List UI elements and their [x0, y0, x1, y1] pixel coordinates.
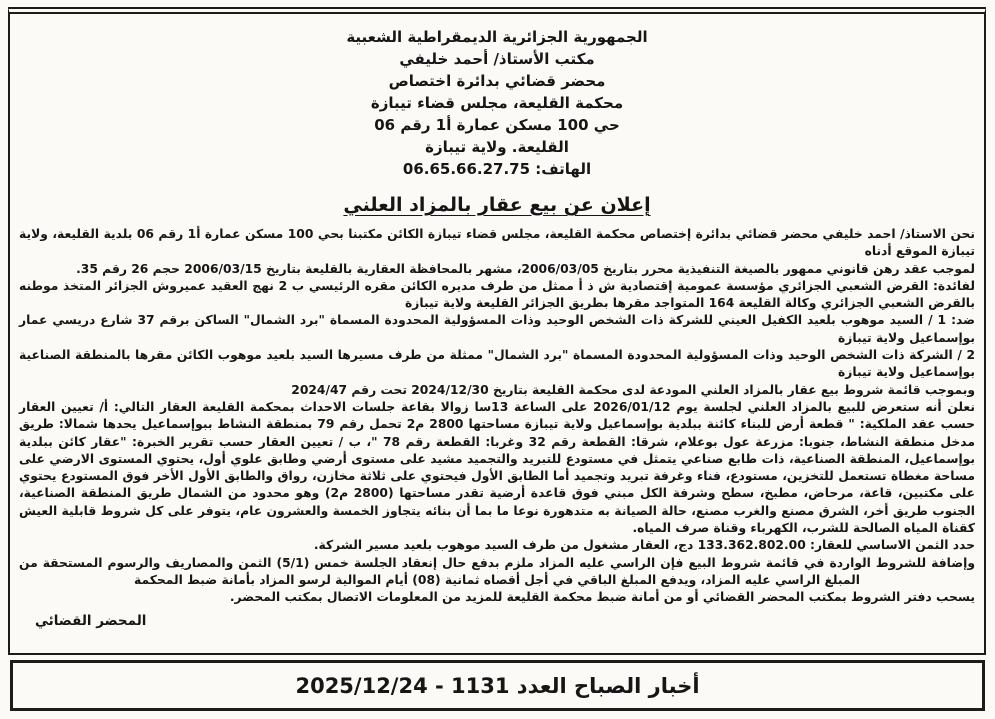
header-line: الهاتف: 06.65.66.27.75 — [402, 160, 592, 178]
notice-document — [8, 7, 986, 655]
body-paragraph: 2 / الشركة ذات الشخص الوحيد وذات المسؤولية المحدودة المسماة "برد الشمال" ممثلة من طرف مسيرها السيد بلعيد موهوب الكائن مقرها بالمنطقة الصناعية بوإسماعيل ولاية تيبازة — [19, 348, 975, 380]
notice-body — [19, 226, 975, 607]
body-paragraph: نعلن أنه ستعرض للبيع بالمزاد العلني لجلسة يوم 2026/01/12 على الساعة 13سا زوالا بقاعة جلسات الاحداث بمحكمة القليعة العقار التالي: أ/ تعيين العقار حسب عقد الملكية: " قطعة أرض للبناء كائنة ببلدية بوإسماعيل ولاية تيبازة مساحتها 2800 م2 تحمل رقم 79 بمنطقة النشاط ببوإسماعيل يحدها شمالا: طريق مدخل منطقة النشاط، جنوبا: مزرعة عول بوعلام، شرقا: القطعة رقم 32 وغربا: القطعة رقم 78 "، ب / تعيين العقار حسب تقرير الخبرة: "عقار كائن ببلدية بوإسماعيل، المنطقة الصناعية، ذات طابع صناعي يتمثل في مستودع للتبريد والتجميد مشيد على مستوى أرضي وطابق علوي أول، يحتوي المستوى الارضي على مساحة مغطاة تستعمل للتخزين، مستودع، فناء وغرفة تبريد وتجميد أما الطابق الأول فيحتوي على ثلاثة مخازن، رواق والطابق الأول الأخر فوق المستودع يحتوي على مكتبين، قاعة، مرحاض، مطبخ، سطح وشرفة الكل مبني فوق قاعدة أرضية تقدر مساحتها (2800 م2) وهو محدود من الشمال طريق المنطقة الصناعية، الجنوب طريق أخر، الشرق مصنع والغرب مصنع، حالة الصيانة به متدهورة نوعا ما بما أن بنائه يتجاوز الخمسة والعشرون عام، يتوفر على كل شروط قابلية العيش كقناة المياه الصالحة للشرب، الكهرباء وقناة صرف المياه. — [19, 399, 975, 536]
body-paragraph: لموجب عقد رهن قانوني ممهور بالصيغة التنفيذية محرر بتاريخ 2006/03/05، مشهر بالمحافظة العقارية بالقليعة بتاريخ 2006/03/15 حجم 26 رقم 35. — [76, 261, 975, 276]
header-line: محضر قضائي بدائرة اختصاص — [388, 72, 606, 90]
header-line: حي 100 مسكن عمارة أ1 رقم 06 — [374, 116, 620, 134]
newspaper-footer-text: أخبار الصباح العدد 1131 - 2025/12/24 — [295, 673, 700, 698]
header-line: مكتب الأستاذ/ أحمد خليفي — [399, 50, 595, 68]
notice-title-text: إعلان عن بيع عقار بالمزاد العلني — [343, 194, 651, 216]
body-paragraph: لفائدة: القرض الشعبي الجزائري مؤسسة عمومية إقتصادية ش ذ أ ممثل من طرف مديره الكائن مقره الرئيسي ب 2 نهج العقيد عميروش الجزائر المتخذ موطنه بالقرض الشعبي الجزائري وكالة القليعة 164 المتواجد مقرها بطريق الجزائر القليعة ولاية تيبازة — [19, 278, 975, 311]
header-line: محكمة القليعة، مجلس قضاء تيبازة — [370, 94, 624, 112]
header-line: القليعة. ولاية تيبازة — [425, 138, 569, 156]
body-paragraph: نحن الاستاذ/ احمد خليفي محضر قضائي بدائرة إختصاص محكمة القليعة، مجلس قضاء تيبازة الكائن مكتبنا بحي 100 مسكن عمارة أ1 رقم 06 بلدية القليعة، ولاية تيبازة الموقع أدناه — [19, 227, 975, 259]
body-paragraph: وبموجب قائمة شروط بيع عقار بالمزاد العلني المودعة لدى محكمة القليعة بتاريخ 2024/12/30 تحت رقم 2024/47 — [291, 382, 975, 397]
body-paragraph: وإضافة للشروط الواردة في قائمة شروط البيع فإن الراسي عليه المزاد ملزم بدفع حال إنعقاد الجلسة خمس (5/1) الثمن والمصاريف والرسوم المستحقة من المبلغ الراسي عليه المزاد، ويدفع المبلغ الباقي في أجل أقصاه ثمانية (08) أيام الموالية لرسو المزاد بأمانة ضبط المحكمة — [19, 555, 975, 587]
body-paragraph: حدد الثمن الاساسي للعقار: 133.362.802.00 دج، العقار مشغول من طرف السيد موهوب بلعيد مسير الشركة. — [313, 538, 975, 553]
notice-title — [19, 194, 975, 216]
office-header — [19, 26, 975, 180]
newspaper-footer — [10, 660, 985, 711]
bailiff-signature: المحضر القضائي — [35, 612, 147, 629]
body-paragraph: يسحب دفتر الشروط بمكتب المحضر القضائي أو من أمانة ضبط محكمة القليعة للمزيد من المعلومات الاتصال بمكتب المحضر. — [229, 590, 975, 605]
header-line: الجمهورية الجزائرية الديمقراطية الشعبية — [346, 28, 648, 46]
body-paragraph: ضد: 1 / السيد موهوب بلعيد الكفيل العيني للشركة ذات الشخص الوحيد وذات المسؤولية المحدودة المسماة "برد الشمال" الساكن برقم 37 شارع دريسي عمار بوإسماعيل ولاية تيبازة — [19, 313, 975, 345]
